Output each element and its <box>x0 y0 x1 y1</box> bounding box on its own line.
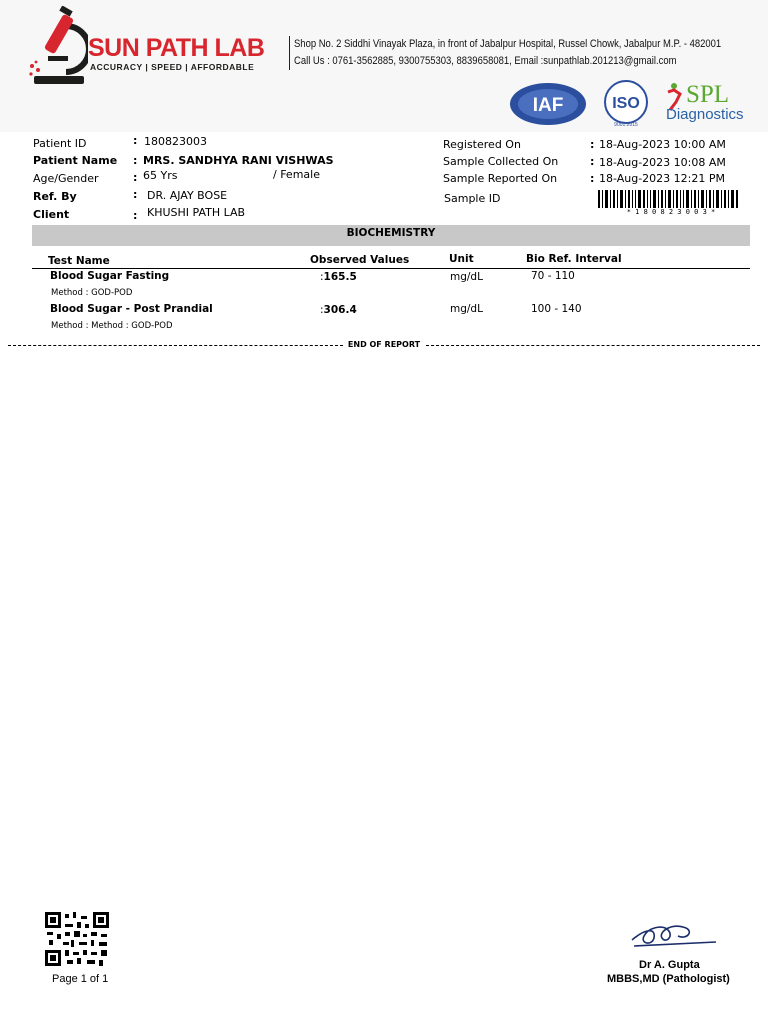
col-bio-ref-interval: Bio Ref. Interval <box>526 253 622 265</box>
iaf-badge-icon <box>509 82 587 126</box>
qr-code-icon <box>45 912 109 966</box>
lab-address: Shop No. 2 Siddhi Vinayak Plaza, in front of Jabalpur Hospital, Russel Chowk, Jabalpur M.P. - 482001 <box>294 38 722 50</box>
ref-interval-value: 100 - 140 <box>531 303 582 315</box>
spl-diagnostics-logo-icon <box>664 80 760 124</box>
patient-name-label: Patient Name <box>33 154 118 167</box>
table-header-rule <box>32 268 750 269</box>
patient-name-value: MRS. SANDHYA RANI VISHWAS <box>143 154 334 167</box>
barcode-text: * 1 8 0 8 2 3 0 0 3 * <box>626 208 716 216</box>
colon: : <box>133 188 138 201</box>
ref-by-value: DR. AJAY BOSE <box>147 189 228 202</box>
test-name: Blood Sugar Fasting <box>50 270 170 282</box>
colon: : <box>133 209 138 222</box>
iso-badge-text: ISO <box>612 95 640 112</box>
registered-on-label: Registered On <box>443 138 521 151</box>
sample-id-label: Sample ID <box>444 192 501 205</box>
colon: : <box>590 172 595 185</box>
col-unit: Unit <box>449 253 474 265</box>
sample-reported-label: Sample Reported On <box>443 172 558 185</box>
age-value: 65 Yrs <box>143 169 178 182</box>
test-method: Method : GOD-POD <box>51 288 133 298</box>
colon: : <box>133 154 138 167</box>
section-title: BIOCHEMISTRY <box>346 227 436 239</box>
ref-by-label: Ref. By <box>33 190 77 203</box>
section-header <box>32 225 750 246</box>
microscope-logo-icon <box>26 6 88 88</box>
value-colon: : <box>320 271 324 283</box>
header-divider <box>289 36 290 70</box>
observed-value-number: 165.5 <box>323 271 357 283</box>
lab-address-block <box>294 36 721 70</box>
doctor-signature-icon <box>628 918 720 952</box>
colon: : <box>133 134 138 147</box>
observed-value <box>320 304 357 316</box>
doctor-name: Dr A. Gupta <box>639 959 700 971</box>
test-method: Method : Method : GOD-POD <box>51 321 173 331</box>
lab-contact: Call Us : 0761-3562885, 9300755303, 8839658081, Email :sunpathlab.201213@gmail.com <box>294 55 677 67</box>
sample-collected-label: Sample Collected On <box>443 155 559 168</box>
col-test-name: Test Name <box>48 255 110 267</box>
patient-id-label: Patient ID <box>33 137 87 150</box>
iaf-badge-text: IAF <box>532 95 564 116</box>
colon: : <box>590 138 595 151</box>
sample-collected-value: 18-Aug-2023 10:08 AM <box>599 156 726 169</box>
test-name: Blood Sugar - Post Prandial <box>50 303 213 315</box>
patient-id-value: 180823003 <box>144 135 207 148</box>
age-gender-label: Age/Gender <box>33 172 99 185</box>
iso-badge-subtext: 9001:2015 <box>614 122 638 128</box>
unit-value: mg/dL <box>450 303 483 315</box>
gender-value: / Female <box>273 168 320 181</box>
brand-tagline: ACCURACY | SPEED | AFFORDABLE <box>90 62 255 72</box>
end-of-report-text: END OF REPORT <box>347 340 421 349</box>
iso-badge-icon <box>596 80 656 128</box>
sample-reported-value: 18-Aug-2023 12:21 PM <box>599 172 725 185</box>
registered-on-value: 18-Aug-2023 10:00 AM <box>599 138 726 151</box>
page-number: Page 1 of 1 <box>52 973 109 985</box>
col-observed-values: Observed Values <box>310 254 410 266</box>
unit-value: mg/dL <box>450 271 483 283</box>
spl-logo-subtext: Diagnostics <box>666 106 744 123</box>
observed-value-number: 306.4 <box>323 304 357 316</box>
client-value: KHUSHI PATH LAB <box>147 206 246 219</box>
spl-logo-text: SPL <box>686 81 730 108</box>
colon: : <box>590 155 595 168</box>
ref-interval-value: 70 - 110 <box>531 270 575 282</box>
colon: : <box>133 171 138 184</box>
barcode-icon <box>598 190 740 208</box>
client-label: Client <box>33 208 70 221</box>
value-colon: : <box>320 304 324 316</box>
doctor-qualification: MBBS,MD (Pathologist) <box>607 973 730 985</box>
end-of-report-divider <box>8 340 760 350</box>
observed-value <box>320 271 357 283</box>
brand-name: SUN PATH LAB <box>88 34 265 62</box>
